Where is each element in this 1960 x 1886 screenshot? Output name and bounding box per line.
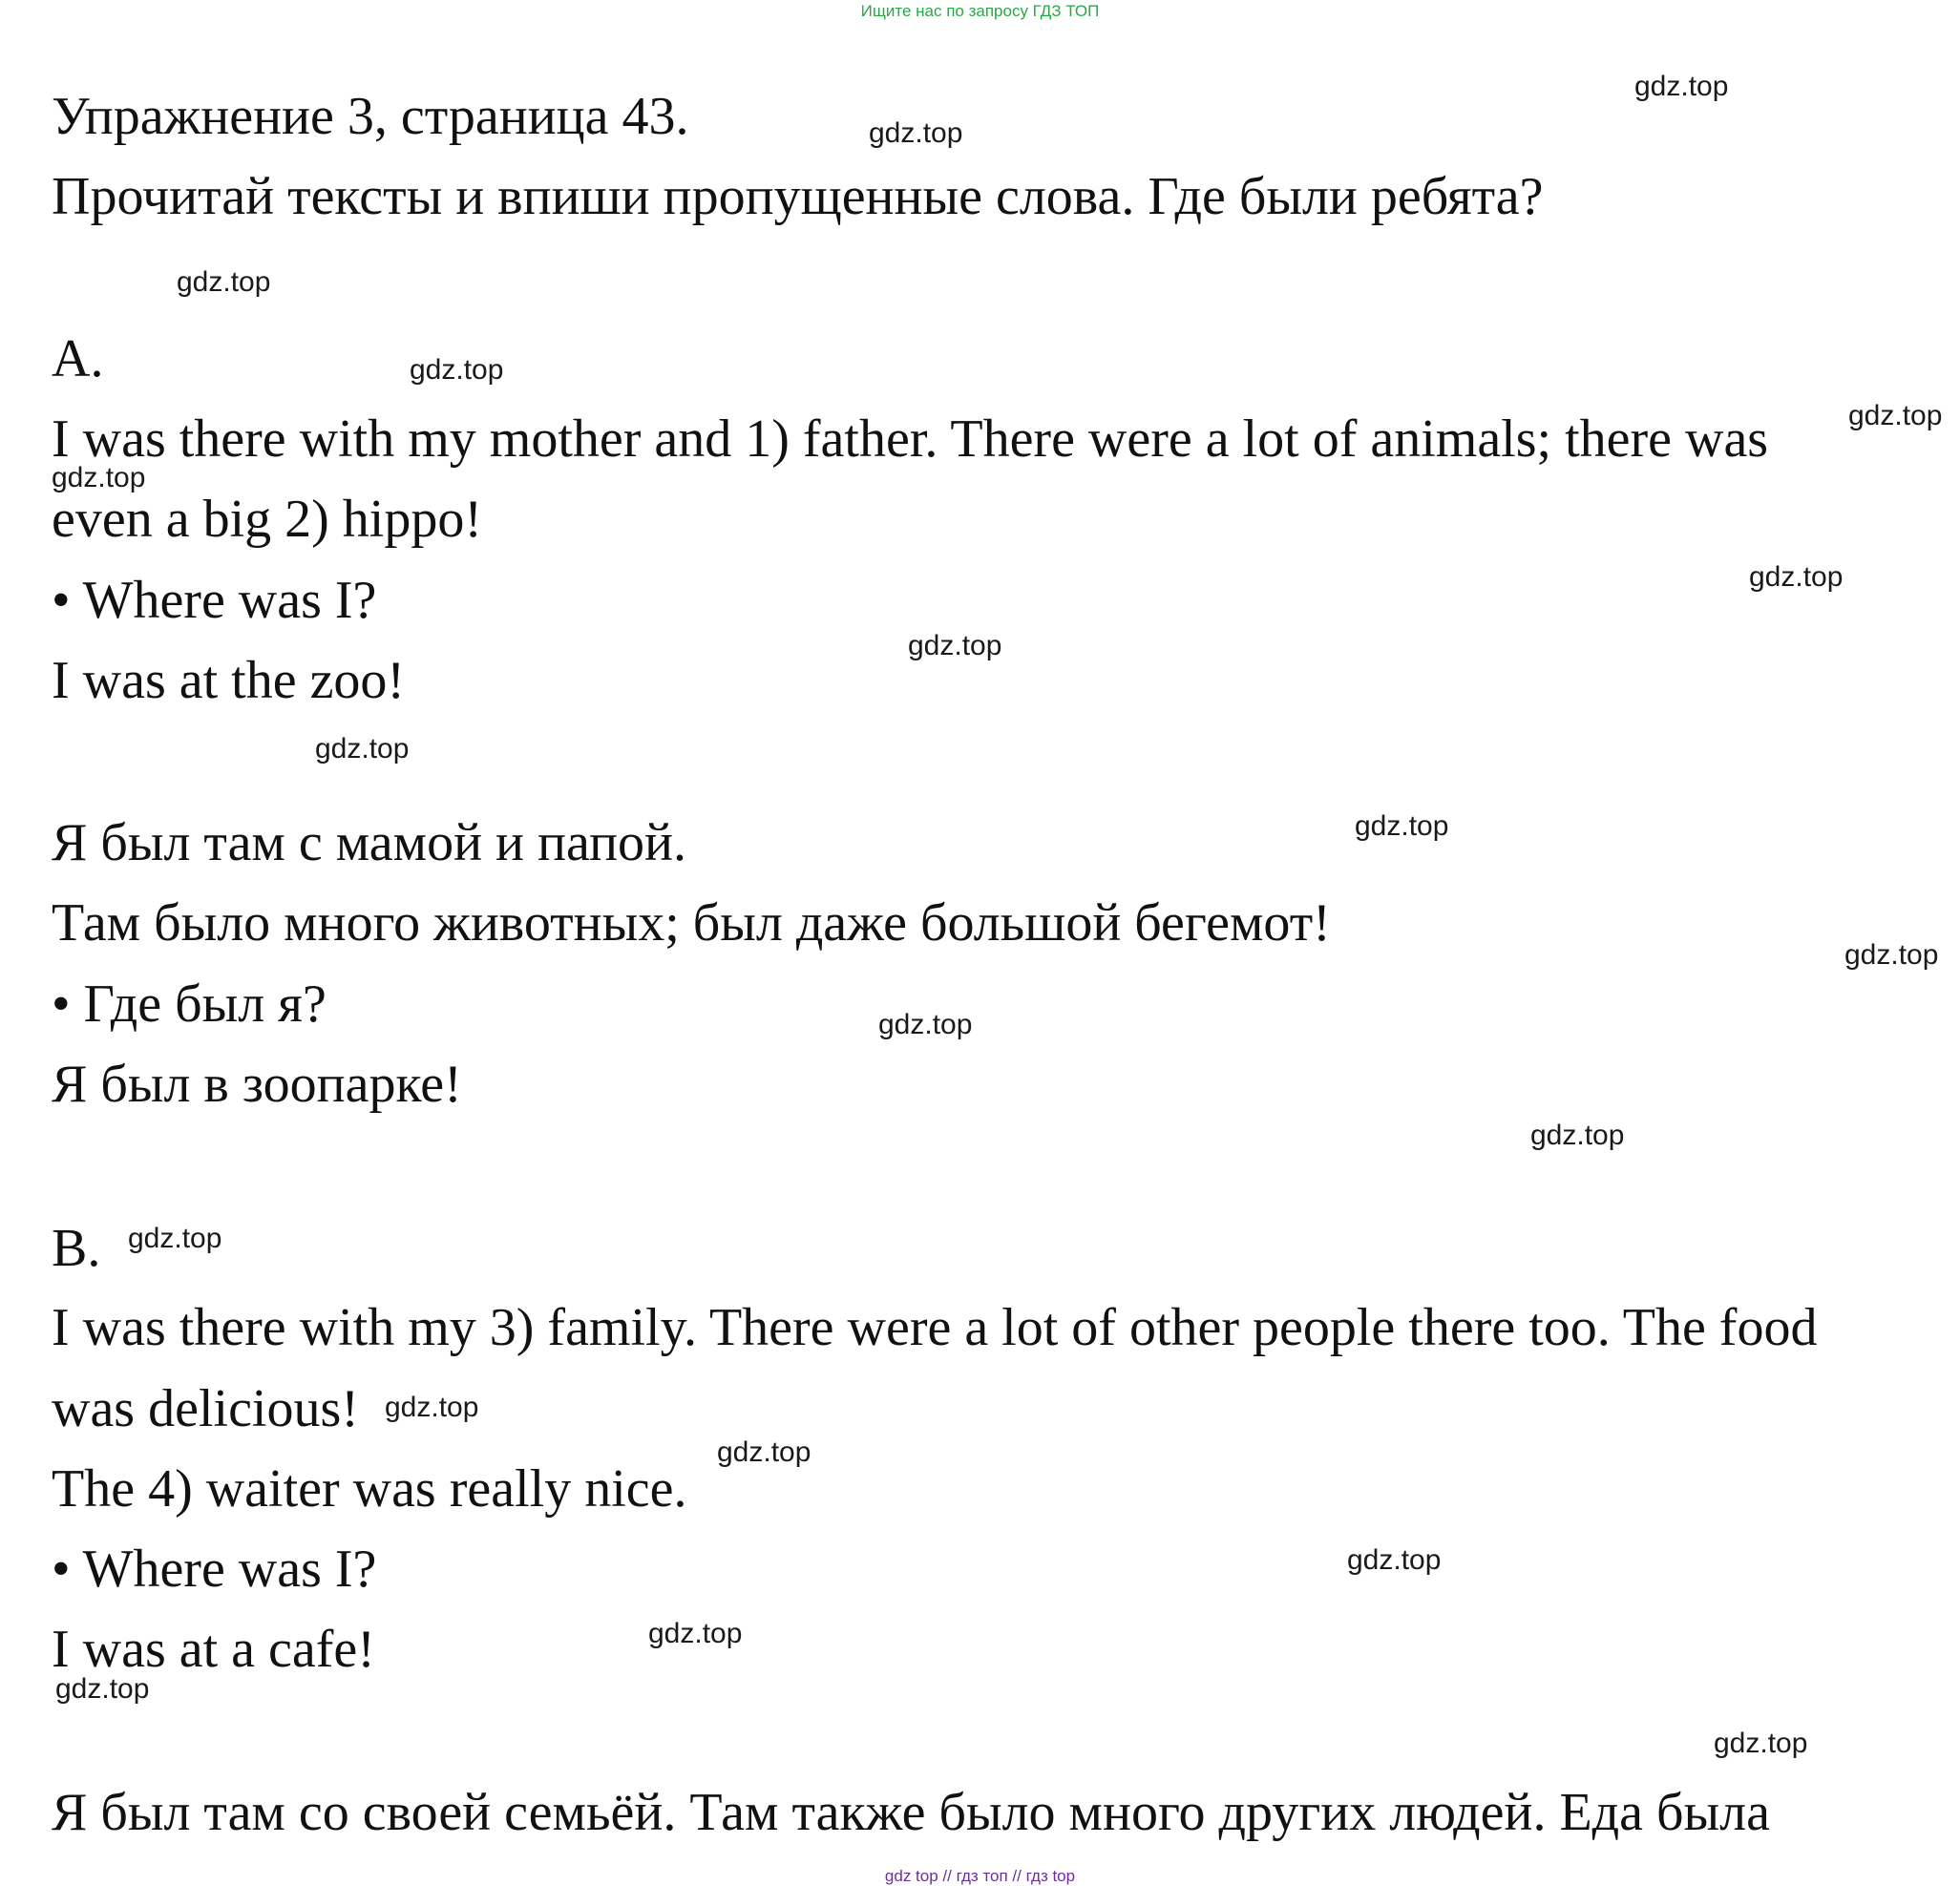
section-a-answer: I was at the zoo! [52, 651, 406, 710]
watermark: gdz.top [315, 733, 410, 765]
section-a-text-line-2: even a big 2) hippo! [52, 490, 482, 549]
watermark: gdz.top [52, 462, 146, 493]
watermark: gdz.top [385, 1392, 479, 1423]
watermark: gdz.top [1530, 1120, 1625, 1151]
section-b-text-line-3: The 4) waiter was really nice. [52, 1459, 687, 1519]
watermark: gdz.top [869, 117, 963, 149]
watermark: gdz.top [1355, 810, 1449, 842]
section-a-translation-question: • Где был я? [52, 974, 327, 1034]
watermark: gdz.top [177, 266, 271, 298]
watermark: gdz.top [648, 1618, 743, 1649]
section-b-question: • Where was I? [52, 1540, 377, 1599]
section-a-label: A. [52, 329, 104, 388]
watermark: gdz.top [410, 354, 504, 386]
watermark: gdz.top [1714, 1728, 1808, 1759]
watermark: gdz.top [55, 1673, 150, 1705]
section-a-question: • Where was I? [52, 571, 377, 630]
watermark: gdz.top [1844, 939, 1939, 971]
section-b-translation-line-1: Я был там со своей семьёй. Там также было много других людей. Еда была [52, 1783, 1770, 1842]
section-b-label: B. [52, 1219, 101, 1278]
section-a-translation-line-1: Я был там с мамой и папой. [52, 813, 687, 872]
bottom-banner: gdz top // гдз топ // гдз top [884, 1867, 1076, 1885]
watermark: gdz.top [1634, 71, 1729, 102]
exercise-title: Упражнение 3, страница 43. [52, 87, 689, 146]
watermark: gdz.top [908, 630, 1002, 661]
task-instruction: Прочитай тексты и впиши пропущенные слова. Где были ребята? [52, 167, 1544, 226]
section-a-text-line-1: I was there with my mother and 1) father. There were a lot of animals; there was [52, 409, 1769, 469]
top-banner: Ищите нас по запросу ГДЗ ТОП [860, 2, 1100, 20]
section-b-answer: I was at a cafe! [52, 1620, 375, 1679]
watermark: gdz.top [1749, 561, 1844, 593]
section-a-translation-answer: Я был в зоопарке! [52, 1055, 462, 1114]
watermark: gdz.top [128, 1223, 222, 1254]
section-b-text-line-2: was delicious! [52, 1379, 359, 1438]
watermark: gdz.top [717, 1436, 811, 1468]
watermark: gdz.top [1848, 400, 1943, 431]
watermark: gdz.top [1347, 1544, 1442, 1576]
section-b-text-line-1: I was there with my 3) family. There were a lot of other people there too. The food [52, 1298, 1818, 1357]
watermark: gdz.top [878, 1009, 973, 1040]
section-a-translation-line-2: Там было много животных; был даже большой бегемот! [52, 893, 1331, 953]
